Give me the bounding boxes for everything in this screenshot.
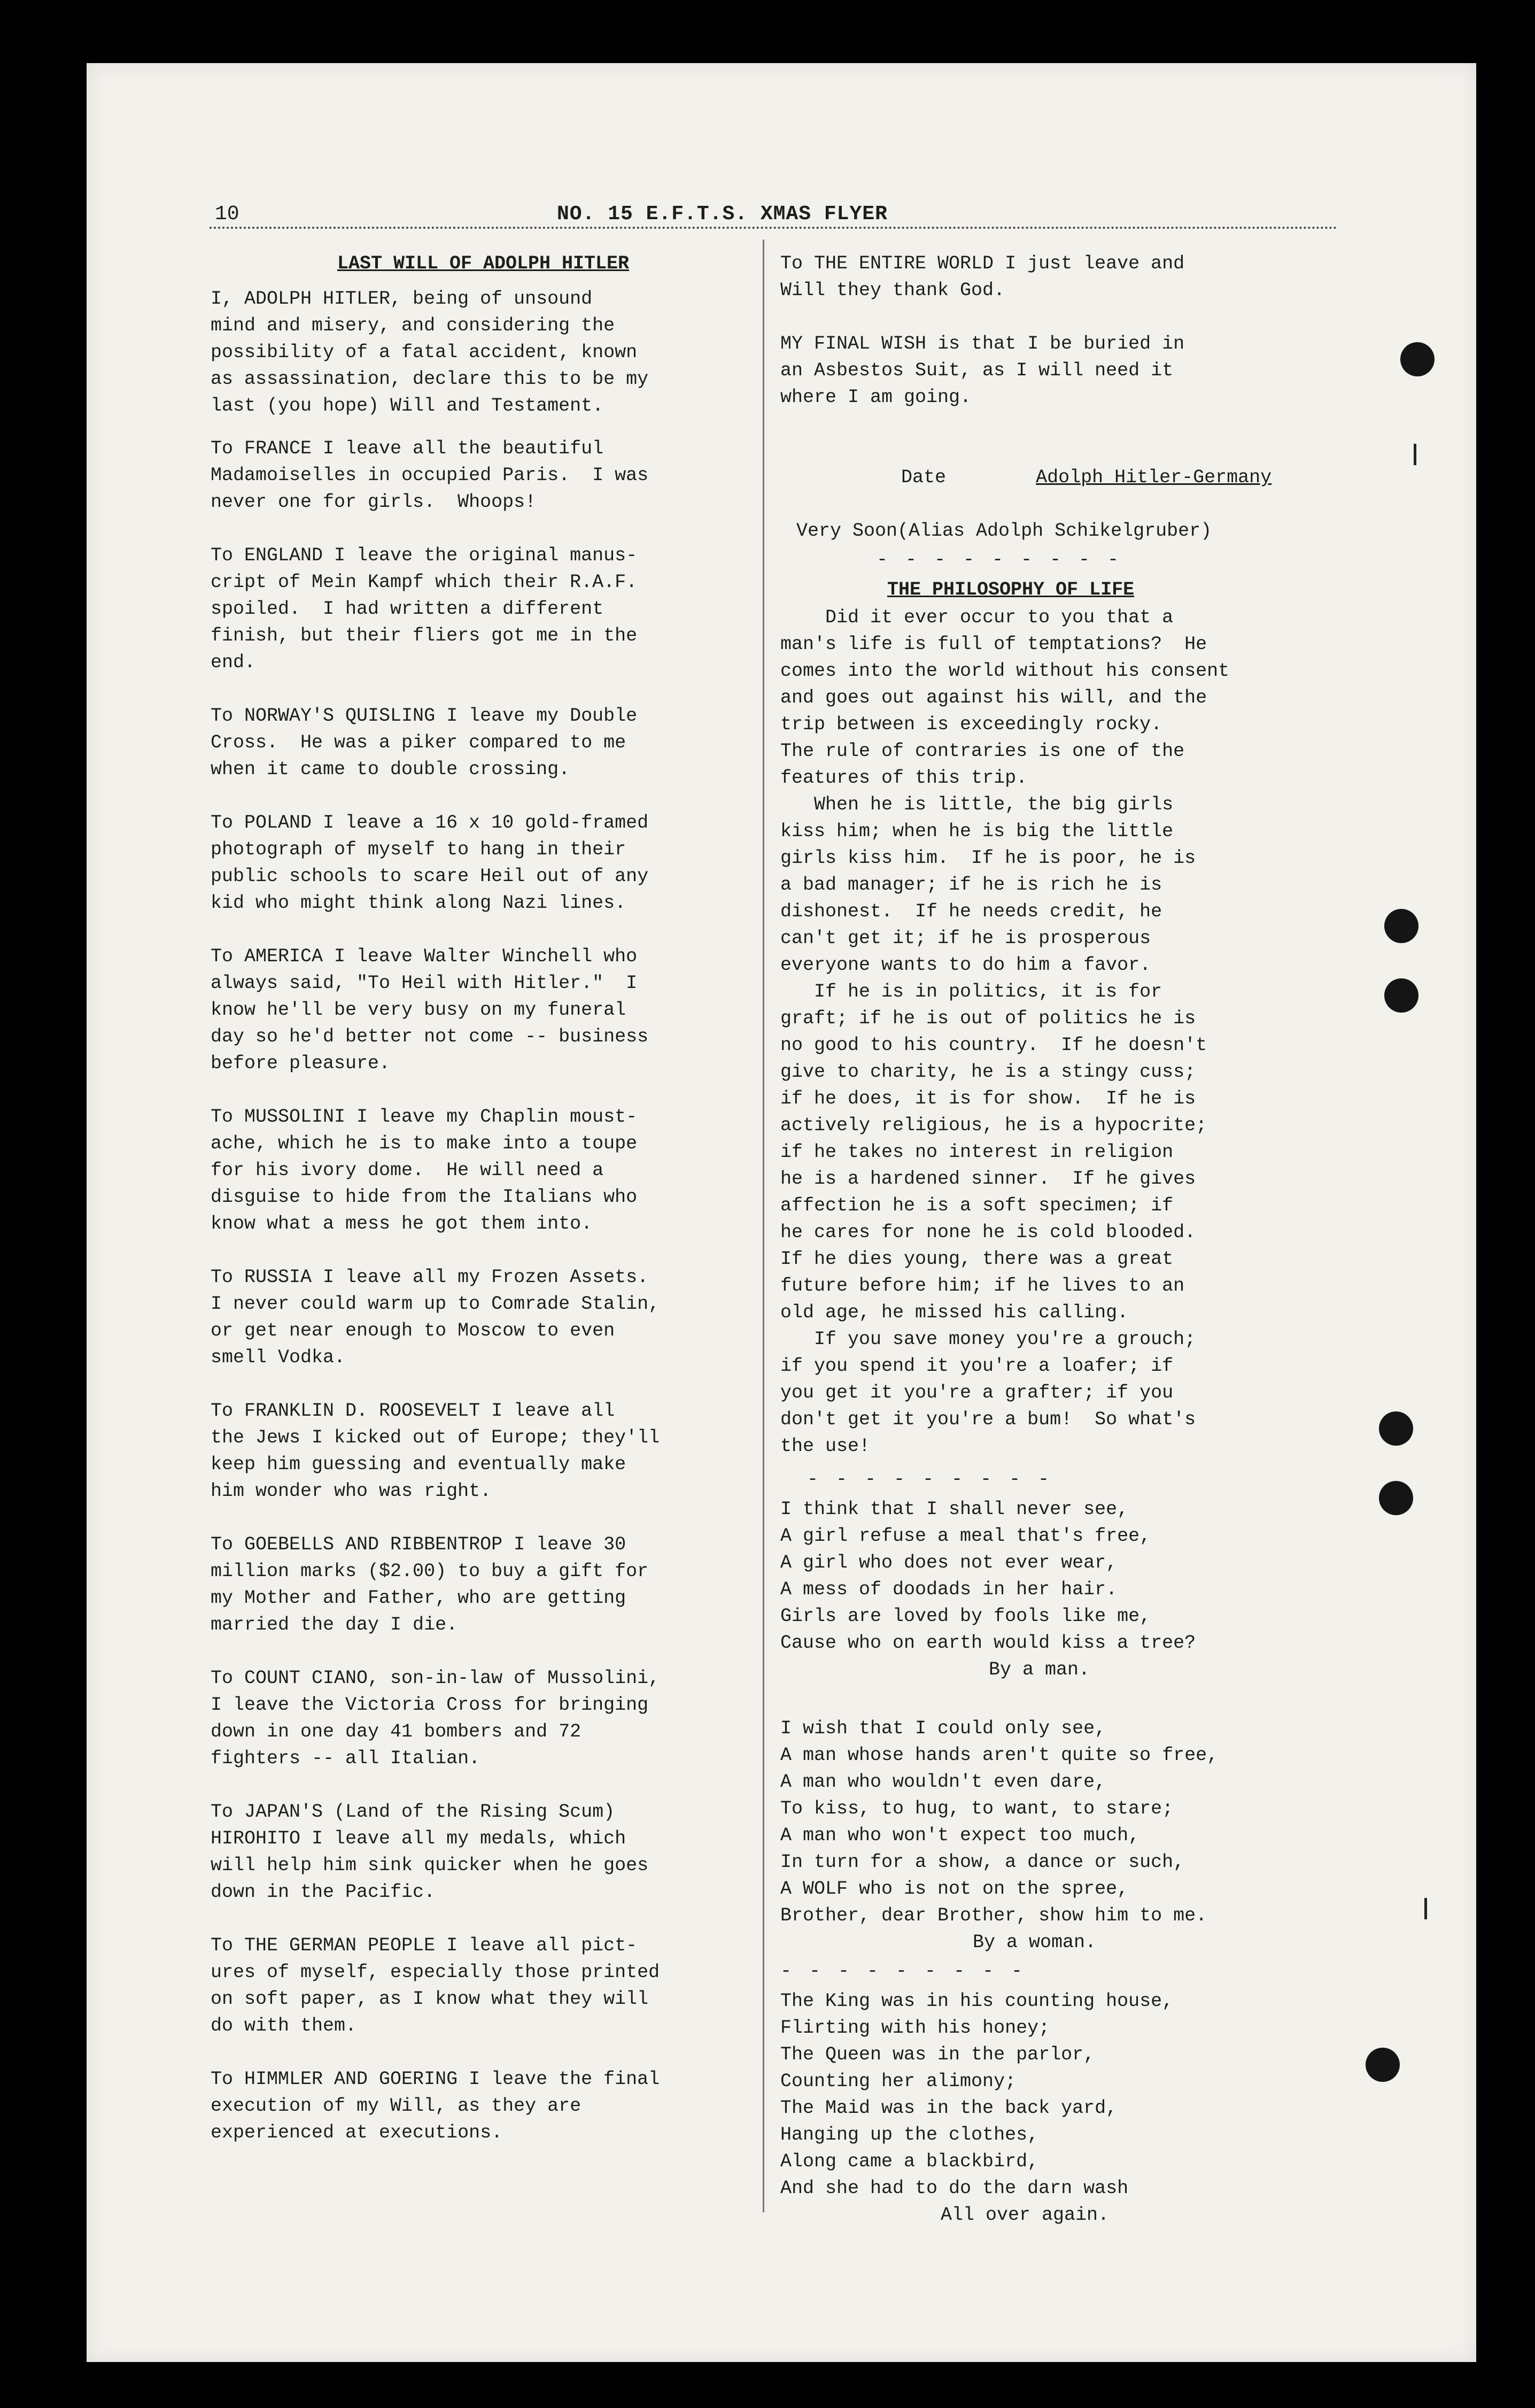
poem-king-attribution: All over again. (941, 2204, 1110, 2226)
punch-hole (1379, 1411, 1413, 1446)
bequest-america: To AMERICA I leave Walter Winchell who always said, "To Heil with Hitler." I know he'll be very busy on my funeral day so he'd better not come -- business before pleasure. (211, 946, 649, 1074)
column-divider (763, 240, 764, 2212)
philosophy-paragraph-1: Did it ever occur to you that a man's life is full of temptations? He comes into the world without his consent and goes out against his will, and the trip between is exceedingly rocky. The rule of contraries is one of the features of this trip. (780, 607, 1230, 789)
punch-hole (1366, 2048, 1400, 2082)
punch-hole (1400, 342, 1435, 376)
bequest-england: To ENGLAND I leave the original manus- cript of Mein Kampf which their R.A.F. spoiled. I had written a different finish, but their fliers got me in the end. (211, 545, 638, 673)
bequest-german-people: To THE GERMAN PEOPLE I leave all pict- ures of myself, especially those printed on soft paper, as I know what they will do with them. (211, 1935, 660, 2036)
poem-king: The King was in his counting house, Flirting with his honey; The Queen was in the parlor, Counting her alimony; The Maid was in the back yard, Hanging up the clothes, Along came a blackbird, And she had to do the darn wash (780, 1990, 1174, 2199)
punch-hole (1379, 1481, 1413, 1515)
signature-line (780, 437, 1384, 518)
poem-tree-attribution: By a man. (989, 1659, 1090, 1680)
bequest-russia: To RUSSIA I leave all my Frozen Assets. I never could warm up to Comrade Stalin, or get near enough to Moscow to even smell Vodka. (211, 1267, 660, 1368)
signature-name: Adolph Hitler-Germany (1036, 467, 1272, 488)
punch-hole (1384, 909, 1418, 943)
document-page (87, 63, 1476, 2362)
punch-hole (1384, 978, 1418, 1013)
bequest-world: To THE ENTIRE WORLD I just leave and Will they thank God. (780, 253, 1185, 301)
will-heading: LAST WILL OF ADOLPH HITLER (337, 253, 630, 274)
separator-3: - - - - - - - - - (780, 1961, 1026, 1982)
signature-date-label: Date (901, 467, 947, 488)
will-intro: I, ADOLPH HITLER, being of unsound mind and misery, and considering the possibility of a fatal accident, known as assassination, declare this to be my last (you hope) Will and Testament. (211, 288, 649, 416)
right-column (780, 250, 1384, 2228)
final-wish: MY FINAL WISH is that I be buried in an Asbestos Suit, as I will need it where I am going. (780, 333, 1185, 408)
bequest-goebells: To GOEBELLS AND RIBBENTROP I leave 30 million marks ($2.00) to buy a gift for my Mother and Father, who are getting married the day I die. (211, 1534, 649, 1635)
bequest-ciano: To COUNT CIANO, son-in-law of Mussolini, I leave the Victoria Cross for bringing down in one day 41 bombers and 72 fighters -- all Italian. (211, 1668, 660, 1769)
philosophy-paragraph-3: If he is in politics, it is for graft; if he is out of politics he is no good to his country. If he doesn't give to charity, he is a stingy cuss; if he does, it is for show. If he is actively religious, he is a hypocrite; if he takes no interest in religion he is a hardened sinner. If he gives affection he is a soft specimen; if he cares for none he is cold blooded. If he dies young, there was a great future before him; if he lives to an old age, he missed his calling. (780, 981, 1207, 1323)
separator-1: - - - - - - - - - (877, 549, 1122, 570)
signature-alias: Very Soon(Alias Adolph Schikelgruber) (796, 520, 1212, 542)
philosophy-paragraph-2: When he is little, the big girls kiss him; when he is big the little girls kiss him. If he is poor, he is a bad manager; if he is rich he is dishonest. If he needs credit, he can't get it; if he is prosperous everyone wants to do him a favor. (780, 794, 1196, 976)
margin-mark (1414, 444, 1416, 465)
page-number: 10 (215, 203, 239, 226)
philosophy-heading: THE PHILOSOPHY OF LIFE (887, 579, 1135, 600)
bequest-roosevelt: To FRANKLIN D. ROOSEVELT I leave all the Jews I kicked out of Europe; they'll keep him guessing and eventually make him wonder who was right. (211, 1400, 660, 1502)
header-rule (210, 227, 1337, 229)
bequest-norway: To NORWAY'S QUISLING I leave my Double Cross. He was a piker compared to me when it came to double crossing. (211, 705, 638, 780)
bequest-himmler: To HIMMLER AND GOERING I leave the final execution of my Will, as they are experienced at executions. (211, 2069, 660, 2143)
margin-mark (1424, 1898, 1427, 1919)
bequest-france: To FRANCE I leave all the beautiful Madamoiselles in occupied Paris. I was never one for girls. Whoops! (211, 438, 649, 513)
bequest-hirohito: To JAPAN'S (Land of the Rising Scum) HIROHITO I leave all my medals, which will help him sink quicker when he goes down in the Pacific. (211, 1801, 649, 1903)
bequest-poland: To POLAND I leave a 16 x 10 gold-framed photograph of myself to hang in their public schools to scare Heil out of any kid who might think along Nazi lines. (211, 812, 649, 914)
left-column (211, 250, 756, 2173)
bequest-mussolini: To MUSSOLINI I leave my Chaplin moust- ache, which he is to make into a toupe for his ivory dome. He will need a disguise to hide from the Italians who know what a mess he got them into. (211, 1106, 638, 1234)
poem-wish-attribution: By a woman. (973, 1932, 1097, 1953)
philosophy-paragraph-4: If you save money you're a grouch; if you spend it you're a loafer; if you get it you're a grafter; if you don't get it you're a bum! So what's the use! (780, 1329, 1196, 1457)
poem-wish: I wish that I could only see, A man whose hands aren't quite so free, A man who wouldn't even dare, To kiss, to hug, to want, to stare; A man who won't expect too much, In turn for a show, a dance or such, A WOLF who is not on the spree, Brother, dear Brother, show him to me. (780, 1718, 1219, 1926)
separator-2: - - - - - - - - - (807, 1469, 1053, 1490)
issue-title: NO. 15 E.F.T.S. XMAS FLYER (557, 203, 888, 226)
poem-tree: I think that I shall never see, A girl refuse a meal that's free, A girl who does not ever wear, A mess of doodads in her hair. Girls are loved by fools like me, Cause who on earth would kiss a tree? (780, 1499, 1196, 1654)
